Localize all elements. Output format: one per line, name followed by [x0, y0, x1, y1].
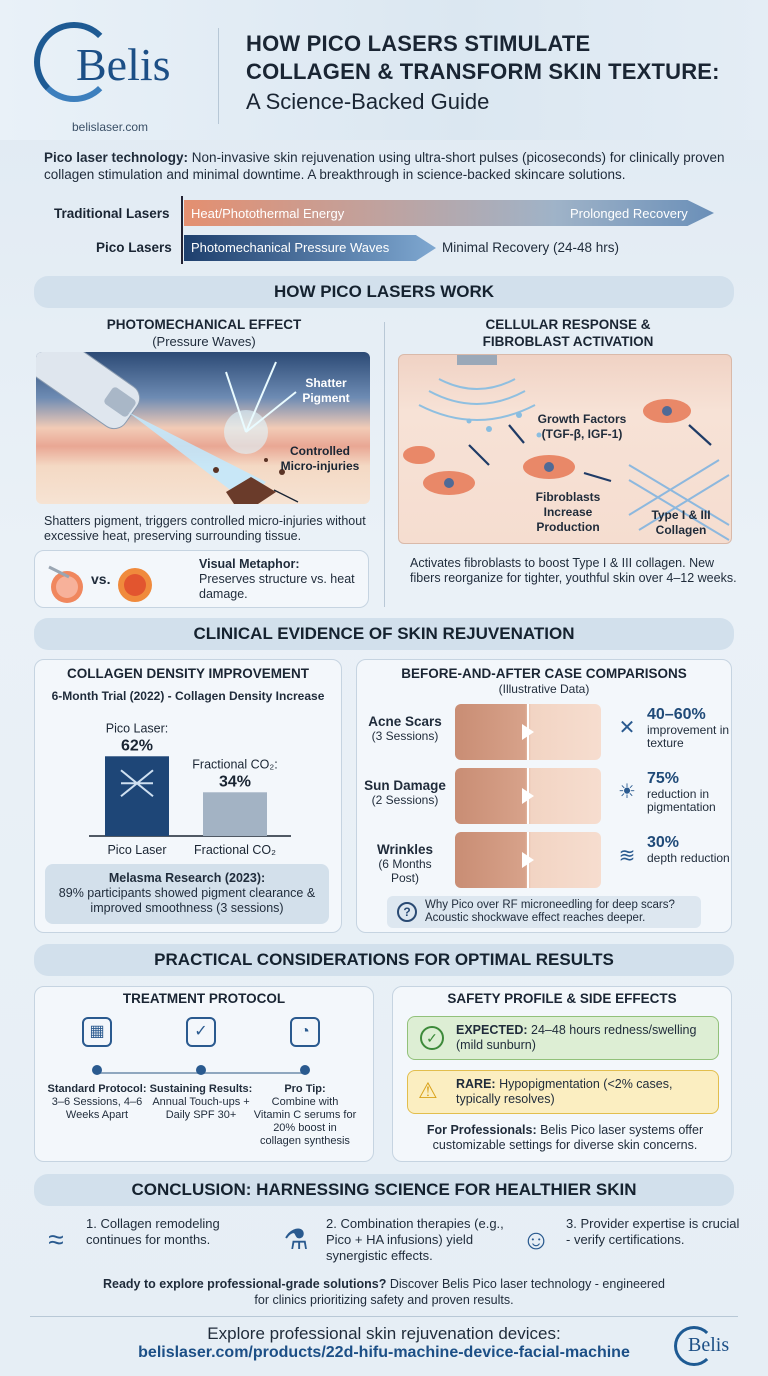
timeline-dot	[92, 1065, 102, 1075]
protocol-title: TREATMENT PROTOCOL	[122, 991, 286, 1006]
page-subtitle: A Science-Backed Guide	[246, 89, 490, 114]
case-stat: 30%	[647, 834, 680, 851]
bar-1	[203, 792, 267, 836]
timeline-dot	[196, 1065, 206, 1075]
brand-url[interactable]: belislaser.com	[72, 120, 149, 134]
cellular-title-2: FIBROBLAST ACTIVATION	[482, 334, 654, 349]
expected-box	[407, 1016, 719, 1060]
question-icon: ?	[397, 902, 417, 922]
step-text: Annual Touch-ups + Daily SPF 30+	[152, 1096, 250, 1121]
photomechanical-illustration	[36, 352, 370, 504]
warning-icon: ⚠	[418, 1078, 438, 1103]
expected-label: EXPECTED:	[456, 1023, 528, 1037]
footer-link[interactable]: belislaser.com/products/22d-hifu-machine-device-facial-machine	[138, 1344, 630, 1361]
melasma-text: 89% participants showed pigment clearance & improved smoothness (3 sessions)	[58, 886, 316, 915]
rare-box	[407, 1070, 719, 1114]
traditional-label: Traditional Lasers	[54, 206, 170, 221]
cases-subtitle: (Illustrative Data)	[498, 682, 590, 696]
check-circle-icon: ✓	[420, 1026, 444, 1050]
badge-check-icon: ✓	[186, 1017, 216, 1047]
case-detail: (2 Sessions)	[371, 793, 439, 807]
pro-body: Belis Pico laser systems offer customizable settings for diverse skin concerns.	[432, 1123, 704, 1152]
case-stat: 75%	[647, 770, 680, 787]
protocol-step	[45, 1017, 149, 1122]
professionals-note	[409, 1123, 721, 1153]
trial-title: 6-Month Trial (2022) - Collagen Density Increase	[51, 689, 325, 703]
step-text: Combine with Vitamin C serums for 20% boost in collagen synthesis	[253, 1096, 357, 1147]
case-comparisons-card	[356, 659, 732, 933]
case-stat-text: improvement in texture	[647, 723, 730, 750]
photomech-title: PHOTOMECHANICAL EFFECT	[106, 317, 302, 332]
case-stat-text: reduction in pigmentation	[647, 787, 716, 814]
growth-factors-sub: (TGF-β, IGF-1)	[541, 427, 623, 441]
cta-text	[100, 1276, 668, 1308]
cellular-caption: Activates fibroblasts to boost Type I & III collagen. New fibers reorganize for tighter, youthful skin over 4–12 weeks.	[410, 556, 737, 585]
protocol-card	[34, 986, 374, 1162]
conclusion-text: 2. Combination therapies (e.g., Pico + HA infusions) yield synergistic effects.	[326, 1216, 504, 1263]
header-divider	[218, 28, 219, 124]
section-conclusion-heading: CONCLUSION: HARNESSING SCIENCE FOR HEALTHIER SKIN	[34, 1174, 734, 1206]
photomech-caption: Shatters pigment, triggers controlled micro-injuries without excessive heat, preserving surrounding tissue.	[44, 514, 366, 543]
intro-body: Non-invasive skin rejuvenation using ultra-short pulses (picoseconds) for clinically proven collagen stimulation and minimal downtime. A breakthrough in science-backed skincare solutions.	[44, 150, 725, 182]
step-title: Sustaining Results:	[149, 1083, 253, 1095]
before-after-photo	[455, 832, 601, 888]
traditional-left-text: Heat/Photothermal Energy	[191, 206, 345, 221]
footer-line: Explore professional skin rejuvenation devices:	[207, 1324, 561, 1343]
lightbulb-icon: ◔	[290, 1017, 320, 1047]
before-after-photo	[455, 768, 601, 824]
conclusion-point	[36, 1214, 268, 1266]
visual-metaphor-card	[34, 550, 369, 608]
case-row	[357, 766, 731, 826]
skin-layers-icon: ≈	[48, 1224, 64, 1255]
label-micro-injuries: Controlled Micro-injuries	[280, 444, 360, 473]
calendar-icon: ▦	[82, 1017, 112, 1047]
case-stat-text: depth reduction	[647, 851, 730, 865]
label-collagen: Type I & III Collagen	[651, 508, 711, 537]
expected-body: 24–48 hours redness/swelling (mild sunburn)	[456, 1023, 697, 1052]
photomech-subtitle: (Pressure Waves)	[152, 334, 256, 349]
metaphor-text	[199, 557, 365, 602]
pico-right-text: Minimal Recovery (24-48 hrs)	[442, 240, 620, 255]
flask-hand-icon: ⚗	[283, 1224, 309, 1255]
conclusion-text: 3. Provider expertise is crucial - verify certifications.	[566, 1216, 740, 1247]
metaphor-title: Visual Metaphor:	[199, 557, 300, 571]
laser-handpiece-icon	[36, 352, 145, 434]
label-shatter-pigment: Shatter Pigment	[302, 376, 350, 405]
section-evidence-heading: CLINICAL EVIDENCE OF SKIN REJUVENATION	[34, 618, 734, 650]
timeline-dot	[300, 1065, 310, 1075]
category-label: Fractional CO₂	[194, 843, 276, 857]
bar-title: Pico Laser:	[105, 721, 169, 736]
pico-left-text: Photomechanical Pressure Waves	[191, 240, 390, 255]
rare-text	[456, 1077, 716, 1107]
density-title: COLLAGEN DENSITY IMPROVEMENT	[66, 666, 310, 681]
collagen-density-card	[34, 659, 342, 933]
cta-body: Discover Belis Pico laser technology - engineered for clinics prioritizing safety and proven results.	[254, 1277, 665, 1307]
category-label: Pico Laser	[107, 843, 167, 857]
intro-lead: Pico laser technology:	[44, 150, 189, 165]
safety-title: SAFETY PROFILE & SIDE EFFECTS	[447, 991, 677, 1006]
protocol-step	[149, 1017, 253, 1122]
pro-label: For Professionals:	[426, 1123, 537, 1137]
cellular-title: CELLULAR RESPONSE &	[485, 317, 651, 332]
intro-text	[44, 149, 734, 183]
case-detail: (6 Months Post)	[378, 857, 432, 885]
bar-title: Fractional CO₂:	[192, 757, 278, 772]
step-text: 3–6 Sessions, 4–6 Weeks Apart	[51, 1096, 143, 1121]
collagen-bar-chart	[35, 704, 341, 864]
cta-bold: Ready to explore professional-grade solutions?	[102, 1277, 387, 1291]
page-title	[246, 30, 756, 86]
sun-icon: ☀	[618, 781, 636, 803]
case-name: Wrinkles	[376, 842, 434, 857]
bar-0	[105, 756, 169, 836]
case-name: Sun Damage	[364, 778, 446, 793]
faq-text: Why Pico over RF microneedling for deep scars? Acoustic shockwave effect reaches deeper.	[425, 899, 675, 924]
vs-label: vs.	[91, 571, 111, 587]
title-line-1: HOW PICO LASERS STIMULATE	[246, 31, 591, 56]
label-growth-factors	[524, 412, 640, 442]
laser-diagram	[36, 352, 370, 504]
faq-box	[387, 896, 701, 928]
title-line-2: COLLAGEN & TRANSFORM SKIN TEXTURE:	[246, 59, 720, 84]
cases-title: BEFORE-AND-AFTER CASE COMPARISONS	[401, 666, 687, 681]
comparison-axis	[181, 196, 183, 264]
footer-divider	[30, 1316, 738, 1317]
brand-logo: Belis	[76, 39, 171, 90]
step-title: Pro Tip:	[284, 1083, 326, 1095]
protocol-step	[253, 1017, 357, 1148]
conclusion-point	[516, 1214, 748, 1266]
label-fibroblasts: Fibroblasts Increase Production	[535, 490, 601, 534]
wave-lines-icon: ≋	[618, 845, 636, 867]
certified-provider-icon: ☺	[521, 1224, 551, 1255]
rare-label: RARE:	[456, 1077, 496, 1091]
traditional-right-text: Prolonged Recovery	[570, 206, 688, 221]
bar-value-label: 34%	[218, 773, 252, 791]
conclusion-point	[276, 1214, 508, 1266]
expected-text	[456, 1023, 716, 1053]
growth-factors-label: Growth Factors	[537, 412, 627, 426]
footer-brand: Belis	[688, 1334, 730, 1356]
step-title: Standard Protocol:	[47, 1083, 147, 1095]
case-detail: (3 Sessions)	[371, 729, 439, 743]
bar-value-label: 62%	[120, 737, 154, 755]
case-row	[357, 830, 731, 890]
case-name: Acne Scars	[368, 714, 442, 729]
safety-card	[392, 986, 732, 1162]
section-how-heading: HOW PICO LASERS WORK	[34, 276, 734, 308]
before-after-photo	[455, 704, 601, 760]
rare-body: Hypopigmentation (<2% cases, typically resolves)	[456, 1077, 673, 1106]
how-divider	[384, 322, 385, 607]
conclusion-text: 1. Collagen remodeling continues for months.	[86, 1216, 220, 1247]
melasma-title: Melasma Research (2023):	[108, 871, 266, 885]
metaphor-body: Preserves structure vs. heat damage.	[199, 572, 355, 601]
case-row	[357, 702, 731, 762]
melasma-box	[45, 864, 329, 924]
section-practical-heading: PRACTICAL CONSIDERATIONS FOR OPTIMAL RESULTS	[34, 944, 734, 976]
pico-label: Pico Lasers	[96, 240, 172, 255]
texture-icon: ✕	[618, 717, 636, 739]
case-stat: 40–60%	[647, 706, 706, 723]
